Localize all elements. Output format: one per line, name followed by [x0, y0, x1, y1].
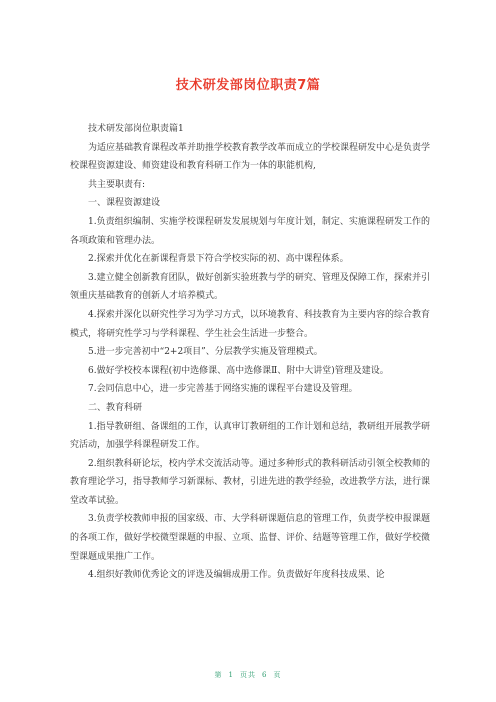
page-footer — [0, 670, 496, 680]
document-body — [70, 120, 430, 585]
footer-prefix: 第 — [214, 671, 223, 679]
paragraph: 4.探索并深化以研究性学习为学习方式，以环境教育、科技教育为主要内容的综合教育模式，将研究性学习与学科课程、学生社会生活进一步整合。 — [70, 309, 430, 339]
paragraph: 3.负责学校教师申报的国家级、市、大学科研课题信息的管理工作，负责学校申报课题的各项工作，做好学校微型课题的申报、立项、监督、评价、结题等管理工作，做好学校微型课题成果推广工作。 — [70, 514, 431, 562]
paragraph: 4.组织好教师优秀论文的评选及编辑成册工作。负责做好年度科技成果、论 — [88, 570, 385, 581]
paragraph: 1.负责组织编制、实施学校课程研发发展规划与年度计划，制定、实施课程研发工作的各项政策和管理办法。 — [70, 216, 430, 246]
paragraph: 为适应基础教育课程改革并助推学校教育教学改革而成立的学校课程研发中心是负责学校课程资源建设、师资建设和教育科研工作为一体的职能机构, — [70, 142, 431, 172]
footer-page-number: 1 — [228, 671, 234, 679]
paragraph: 共主要职责有: — [88, 179, 146, 190]
paragraph: 技术研发部岗位职责篇1 — [88, 124, 184, 134]
footer-suffix: 页 — [273, 671, 282, 679]
footer-middle: 页共 — [240, 671, 256, 679]
paragraph: 7.会同信息中心，进一步完善基于网络实施的课程平台建设及管理。 — [88, 384, 358, 395]
paragraph: 2.探索并优化在新课程背景下符合学校实际的初、高中课程体系。 — [88, 254, 349, 265]
footer-total-pages: 6 — [262, 671, 268, 679]
paragraph: 2.组织教科研论坛，校内学术交流活动等。通过多种形式的教科研活动引领全校教师的教育理论学习，指导教师学习新课标、教材，引进先进的教学经验，改进教学方法，进行课堂改革试验。 — [70, 458, 431, 506]
paragraph: 3.建立健全创新教育团队，做好创新实验班教与学的研究、管理及保障工作，探索并引领重庆基础教育的创新人才培养模式。 — [70, 272, 430, 302]
paragraph: 1.指导教研组、备课组的工作，认真审订教研组的工作计划和总结，教研组开展教学研究活动，加强学科课程研发工作。 — [70, 421, 430, 451]
section-heading: 二、教育科研 — [88, 402, 143, 413]
document-title: 技术研发部岗位职责7篇 — [175, 78, 321, 93]
paragraph: 6.做好学校校本课程(初中选修课、高中选修课Ⅱ、附中大讲堂)管理及建设。 — [88, 365, 389, 376]
section-heading: 一、课程资源建设 — [88, 198, 161, 209]
paragraph: 5.进一步完善初中“2+2项目”、分层教学实施及管理模式。 — [88, 347, 323, 358]
